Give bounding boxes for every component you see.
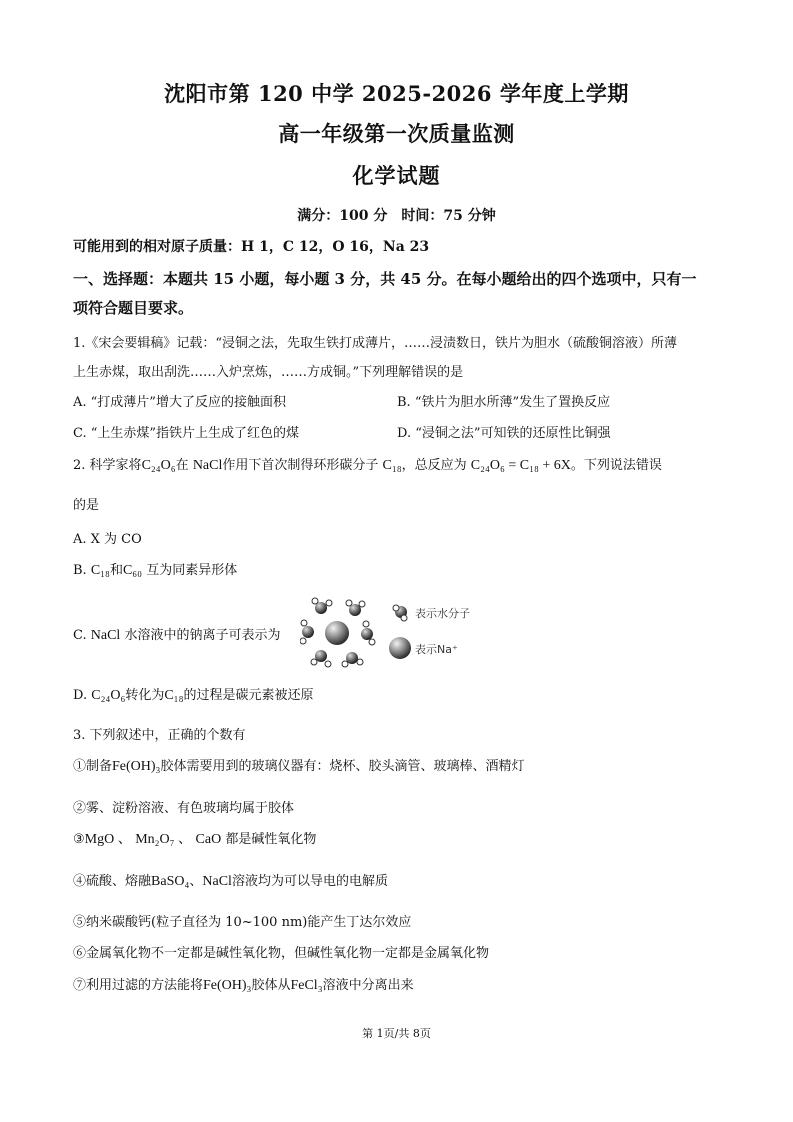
section-heading-line2: 项符合题目要求。 [73, 299, 194, 317]
formula-oxides: MgO 、 Mn₂O₇ 、 CaO [84, 832, 222, 847]
reaction-equation: C₂₄O₆ = C₁₈ + 6X [470, 458, 571, 473]
q3-stem: 3. 下列叙述中，正确的个数有 [73, 728, 246, 743]
formula-baso4: BaSO₄ [151, 874, 190, 889]
legend-sodium-icon [389, 637, 411, 659]
formula-feoh3: Fe(OH)₃ [112, 759, 161, 774]
exam-meta: 满分：100 分 时间：75 分钟 [297, 208, 496, 224]
q1-option-c: C. “上生赤煤”指铁片上生成了红色的煤 [73, 426, 300, 441]
school-title: 沈阳市第 120 中学 2025-2026 学年度上学期 [164, 81, 629, 106]
q1-stem-line2: 上生赤煤，取出刮洗……入炉烹炼，……方成铜。”下列理解错误的是 [73, 365, 464, 380]
q2-stem-line2: 的是 [73, 498, 100, 513]
q2-option-b: B. C₁₈和C₆₀ 互为同素异形体 [73, 563, 238, 578]
formula-nacl: NaCl [192, 458, 223, 473]
section-heading-line1: 一、选择题：本题共 15 小题，每小题 3 分，共 45 分。在每小题给出的四个选项中，只有一 [73, 270, 697, 288]
q3-statement-3: ③MgO 、 Mn₂O₇ 、 CaO 都是碱性氧化物 [73, 832, 317, 847]
q3-statement-7: ⑦利用过滤的方法能将Fe(OH)₃胶体从FeCl₃溶液中分离出来 [73, 978, 414, 993]
atomic-masses: 可能用到的相对原子质量：H 1，C 12，O 16，Na 23 [73, 239, 430, 255]
q3-statement-6: ⑥金属氧化物不一定都是碱性氧化物，但碱性氧化物一定都是金属氧化物 [73, 946, 490, 961]
legend-sodium-label: 表示Na⁺ [415, 643, 458, 656]
q2-stem-line1: 2. 科学家将C₂₄O₆在 NaCl作用下首次制得环形碳分子 C₁₈，总反应为 C₂₄O₆ = C₁₈ + 6X。下列说法错误 [73, 458, 662, 473]
formula-feoh3: Fe(OH)₃ [203, 978, 252, 993]
sodium-ion [325, 621, 349, 645]
legend-water-label: 表示水分子 [415, 607, 470, 620]
q1-stem-line1: 1.《宋会要辑稿》记载：“浸铜之法，先取生铁打成薄片，……浸渍数日，铁片为胆水（硫酸铜溶液）所薄 [73, 336, 678, 351]
formula-c60: C₆₀ [122, 563, 143, 578]
q2-option-d: D. C₂₄O₆转化为C₁₈的过程是碳元素被还原 [73, 688, 314, 703]
subject-title: 化学试题 [352, 163, 441, 188]
formula-fecl3: FeCl₃ [290, 978, 323, 993]
q1-option-d: D. “浸铜之法”可知铁的还原性比铜强 [397, 426, 611, 441]
formula-c24o6: C₂₄O₆ [91, 688, 126, 703]
q3-statement-2: ②雾、淀粉溶液、有色玻璃均属于胶体 [73, 801, 295, 816]
formula-nacl: NaCl [202, 874, 232, 889]
page-number: 第 1页/共 8页 [362, 1027, 431, 1040]
formula-c18: C₁₈ [164, 688, 184, 703]
q1-option-a: A. “打成薄片”增大了反应的接触面积 [73, 395, 286, 410]
formula-nacl: NaCl [90, 628, 121, 643]
q3-statement-1: ①制备Fe(OH)₃胶体需要用到的玻璃仪器有：烧杯、胶头滴管、玻璃棒、酒精灯 [73, 759, 525, 774]
legend-water-icon [393, 605, 407, 621]
q2-number: 2. [73, 458, 86, 473]
q2-option-a: A. X 为 CO [73, 532, 142, 547]
exam-title: 高一年级第一次质量监测 [278, 121, 515, 146]
q1-option-b: B. “铁片为胆水所薄”发生了置换反应 [397, 395, 611, 410]
formula-c24o6: C₂₄O₆ [141, 458, 176, 473]
q2-option-c: C. NaCl 水溶液中的钠离子可表示为 [73, 628, 281, 643]
formula-c18: C₁₈ [382, 458, 402, 473]
q3-statement-5: ⑤纳米碳酸钙(粒子直径为 10~100 nm)能产生丁达尔效应 [73, 915, 412, 930]
hydrated-sodium-ion-diagram [300, 596, 500, 670]
formula-c18: C₁₈ [90, 563, 110, 578]
q3-statement-4: ④硫酸、熔融BaSO₄、NaCl溶液均为可以导电的电解质 [73, 874, 388, 889]
